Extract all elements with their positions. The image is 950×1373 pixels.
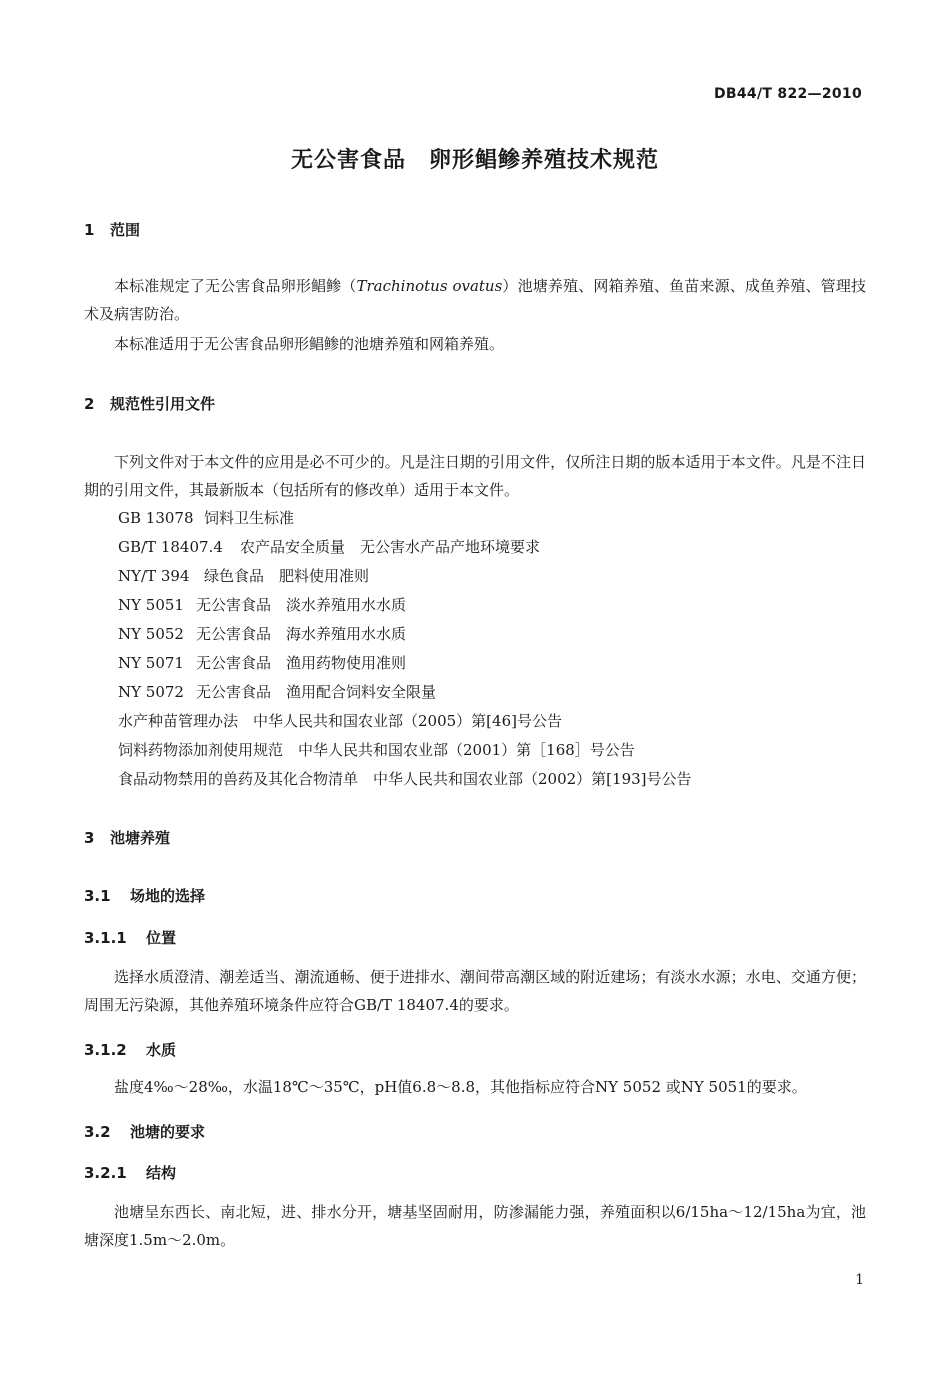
section-title: 池塘养殖 [110,829,171,847]
document-title: 无公害食品 卵形鲳鲹养殖技术规范 [290,148,659,173]
standard-code: DB44/T 822—2010 [714,86,862,102]
section-title: 结构 [146,1164,177,1182]
section-number: 3 [84,829,95,847]
reference-item [118,537,540,557]
reference-regulation: 水产种苗管理办法 中华人民共和国农业部（2005）第[46]号公告 [118,712,562,730]
latin-species-name: Trachinotus ovatus [356,277,503,295]
section-number: 3.2 [84,1123,111,1141]
subsection-3-1-1-heading [84,927,176,948]
subsection-3-1-2-heading [84,1039,176,1060]
reference-code: NY 5072 [118,683,184,701]
structure-paragraph: 池塘呈东西长、南北短，进、排水分开，塘基坚固耐用，防渗漏能力强，养殖面积以6/15ha～12/15ha为宜，池塘深度1.5m～2.0m。 [84,1203,866,1249]
reference-regulation: 食品动物禁用的兽药及其化合物清单 中华人民共和国农业部（2002）第[193]号公告 [118,770,692,788]
section-title: 池塘的要求 [130,1123,206,1141]
page-number: 1 [855,1272,864,1288]
subsection-3-2-heading [84,1121,205,1142]
section-number: 3.1.1 [84,929,127,947]
subsection-3-2-1-heading [84,1162,176,1183]
reference-title: 饲料卫生标准 [204,509,295,527]
reference-code: NY/T 394 [118,567,190,585]
section-3-heading [84,827,170,848]
reference-code: GB/T 18407.4 [118,538,223,556]
reference-title: 农产品安全质量 无公害水产品产地环境要求 [240,538,541,556]
reference-code: NY 5051 [118,596,184,614]
reference-title: 无公害食品 淡水养殖用水水质 [196,596,407,614]
section-number: 3.1.2 [84,1041,127,1059]
references-intro: 下列文件对于本文件的应用是必不可少的。凡是注日期的引用文件，仅所注日期的版本适用于本文件。凡是不注日期的引用文件，其最新版本（包括所有的修改单）适用于本文件。 [84,453,866,499]
location-paragraph: 选择水质澄清、潮差适当、潮流通畅、便于进排水、潮间带高潮区域的附近建场；有淡水水源；水电、交通方便；周围无污染源，其他养殖环境条件应符合GB/T 18407.4的要求。 [84,968,866,1014]
section-number: 1 [84,221,95,239]
reference-item [118,566,369,586]
section-number: 3.1 [84,887,111,905]
section-2-heading [84,393,215,414]
scope-paragraph-2: 本标准适用于无公害食品卵形鲳鲹的池塘养殖和网箱养殖。 [114,335,505,353]
reference-code: NY 5071 [118,654,184,672]
water-quality-paragraph: 盐度4‰～28‰，水温18℃～35℃，pH值6.8～8.8，其他指标应符合NY 5052 或NY 5051的要求。 [114,1078,807,1096]
reference-code: NY 5052 [118,625,184,643]
reference-title: 无公害食品 渔用药物使用准则 [196,654,407,672]
section-title: 场地的选择 [130,887,206,905]
reference-title: 无公害食品 渔用配合饲料安全限量 [196,683,437,701]
reference-regulation: 饲料药物添加剂使用规范 中华人民共和国农业部（2001）第［168］号公告 [118,741,635,759]
section-title: 规范性引用文件 [110,395,216,413]
subsection-3-1-heading [84,885,205,906]
section-number: 3.2.1 [84,1164,127,1182]
reference-item [118,682,436,702]
reference-code: GB 13078 [118,509,194,527]
reference-item [118,624,406,644]
scope-paragraph-1: 本标准规定了无公害食品卵形鲳鲹（Trachinotus ovatus）池塘养殖、网箱养殖、鱼苗来源、成鱼养殖、管理技术及病害防治。 [84,277,866,323]
section-number: 2 [84,395,95,413]
section-title: 范围 [110,221,141,239]
reference-item [118,508,294,528]
reference-item [118,653,406,673]
section-1-heading [84,219,140,240]
reference-title: 绿色食品 肥料使用准则 [204,567,370,585]
section-title: 水质 [146,1041,177,1059]
section-title: 位置 [146,929,177,947]
reference-title: 无公害食品 海水养殖用水水质 [196,625,407,643]
reference-item [118,595,406,615]
